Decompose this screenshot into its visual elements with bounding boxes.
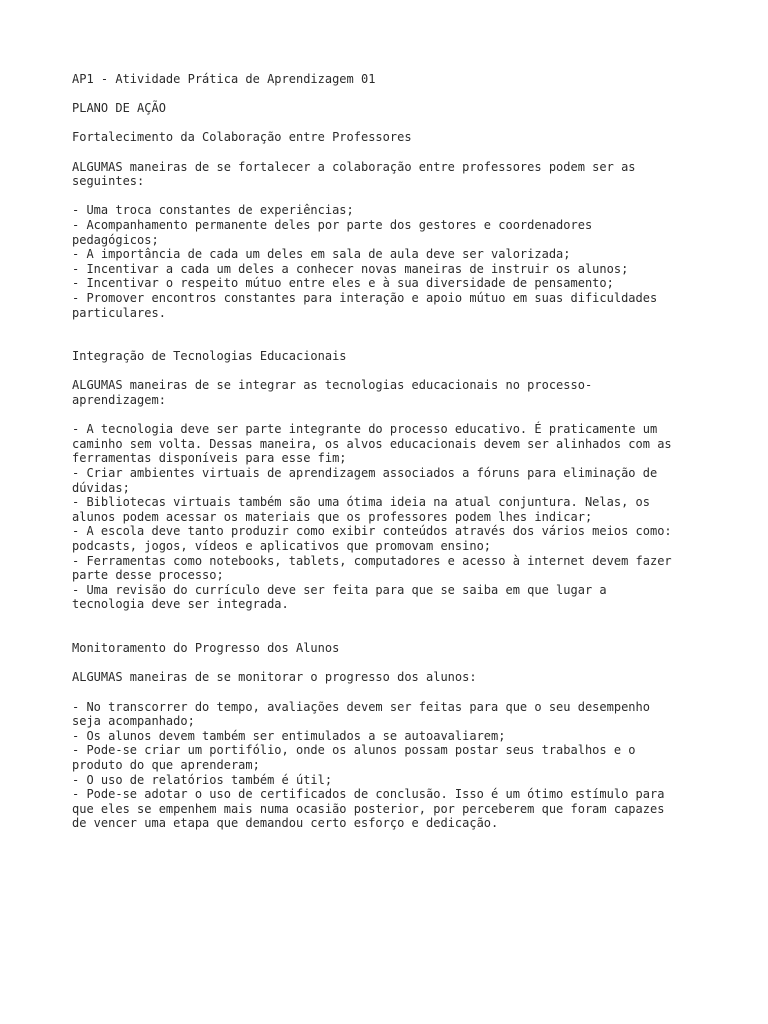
list-item: - Uma troca constantes de experiências; xyxy=(72,203,354,218)
list-item: - No transcorrer do tempo, avaliações devem ser feitas para que o seu desempenho xyxy=(72,699,650,714)
section-collaboration xyxy=(72,130,712,320)
list-item: - Acompanhamento permanente deles por parte dos gestores e coordenadores xyxy=(72,217,593,232)
list-item: que eles se empenhem mais numa ocasião posterior, por perceberem que foram capazes xyxy=(72,801,665,816)
section-technology xyxy=(72,349,712,612)
section-monitoring xyxy=(72,641,712,831)
section-heading: Monitoramento do Progresso dos Alunos xyxy=(72,641,340,656)
spacer xyxy=(72,145,712,160)
list-item: particulares. xyxy=(72,305,166,320)
spacer xyxy=(72,612,712,641)
plan-title: PLANO DE AÇÃO xyxy=(72,101,166,116)
list-item: - A escola deve tanto produzir como exibir conteúdos através dos vários meios como: xyxy=(72,524,672,539)
spacer xyxy=(72,189,712,204)
list-item: - Os alunos devem também ser entimulados a se autoavaliarem; xyxy=(72,728,506,743)
list-item: - Uma revisão do currículo deve ser feita para que se saiba em que lugar a xyxy=(72,582,607,597)
section-intro-line: seguintes: xyxy=(72,174,145,189)
spacer xyxy=(72,685,712,700)
list-item: ferramentas disponíveis para esse fim; xyxy=(72,451,347,466)
list-item: caminho sem volta. Dessas maneira, os alvos educacionais devem ser alinhados com as xyxy=(72,436,672,451)
list-item: dúvidas; xyxy=(72,480,130,495)
spacer xyxy=(72,87,712,102)
list-item: - Promover encontros constantes para interação e apoio mútuo em suas dificuldades xyxy=(72,290,658,305)
list-item: - Pode-se adotar o uso de certificados de conclusão. Isso é um ótimo estímulo para xyxy=(72,787,665,802)
document-header: AP1 - Atividade Prática de Aprendizagem 01 xyxy=(72,72,376,86)
list-item: tecnologia deve ser integrada. xyxy=(72,597,289,612)
list-item: parte desse processo; xyxy=(72,568,224,583)
list-item: alunos podem acessar os materiais que os professores podem lhes indicar; xyxy=(72,509,593,524)
spacer xyxy=(72,656,712,671)
list-item: - A tecnologia deve ser parte integrante do processo educativo. É praticamente um xyxy=(72,422,658,437)
list-item: - Incentivar a cada um deles a conhecer novas maneiras de instruir os alunos; xyxy=(72,261,629,276)
list-item: - Criar ambientes virtuais de aprendizagem associados a fóruns para eliminação de xyxy=(72,466,658,481)
spacer xyxy=(72,116,712,131)
document-page xyxy=(72,72,712,831)
list-item: - Bibliotecas virtuais também são uma ótima ideia na atual conjuntura. Nelas, os xyxy=(72,495,650,510)
list-item: - Pode-se criar um portifólio, onde os alunos possam postar seus trabalhos e o xyxy=(72,743,636,758)
list-item: - A importância de cada um deles em sala de aula deve ser valorizada; xyxy=(72,247,571,262)
spacer xyxy=(72,320,712,349)
list-item: pedagógicos; xyxy=(72,232,159,247)
section-intro-line: ALGUMAS maneiras de se fortalecer a colaboração entre professores podem ser as xyxy=(72,159,636,174)
list-item: podcasts, jogos, vídeos e aplicativos que promovam ensino; xyxy=(72,539,492,553)
list-item: - O uso de relatórios também é útil; xyxy=(72,772,333,787)
section-intro-line: aprendizagem: xyxy=(72,393,166,408)
section-heading: Fortalecimento da Colaboração entre Professores xyxy=(72,130,412,145)
list-item: - Incentivar o respeito mútuo entre eles e à sua diversidade de pensamento; xyxy=(72,276,614,291)
list-item: de vencer uma etapa que demandou certo esforço e dedicação. xyxy=(72,816,499,831)
spacer xyxy=(72,364,712,379)
section-intro-line: ALGUMAS maneiras de se monitorar o progresso dos alunos: xyxy=(72,670,477,685)
list-item: seja acompanhado; xyxy=(72,714,195,729)
spacer xyxy=(72,408,712,423)
list-item: - Ferramentas como notebooks, tablets, computadores e acesso à internet devem fazer xyxy=(72,553,672,568)
list-item: produto do que aprenderam; xyxy=(72,757,260,772)
section-heading: Integração de Tecnologias Educacionais xyxy=(72,349,347,364)
section-intro-line: ALGUMAS maneiras de se integrar as tecnologias educacionais no processo- xyxy=(72,378,593,393)
